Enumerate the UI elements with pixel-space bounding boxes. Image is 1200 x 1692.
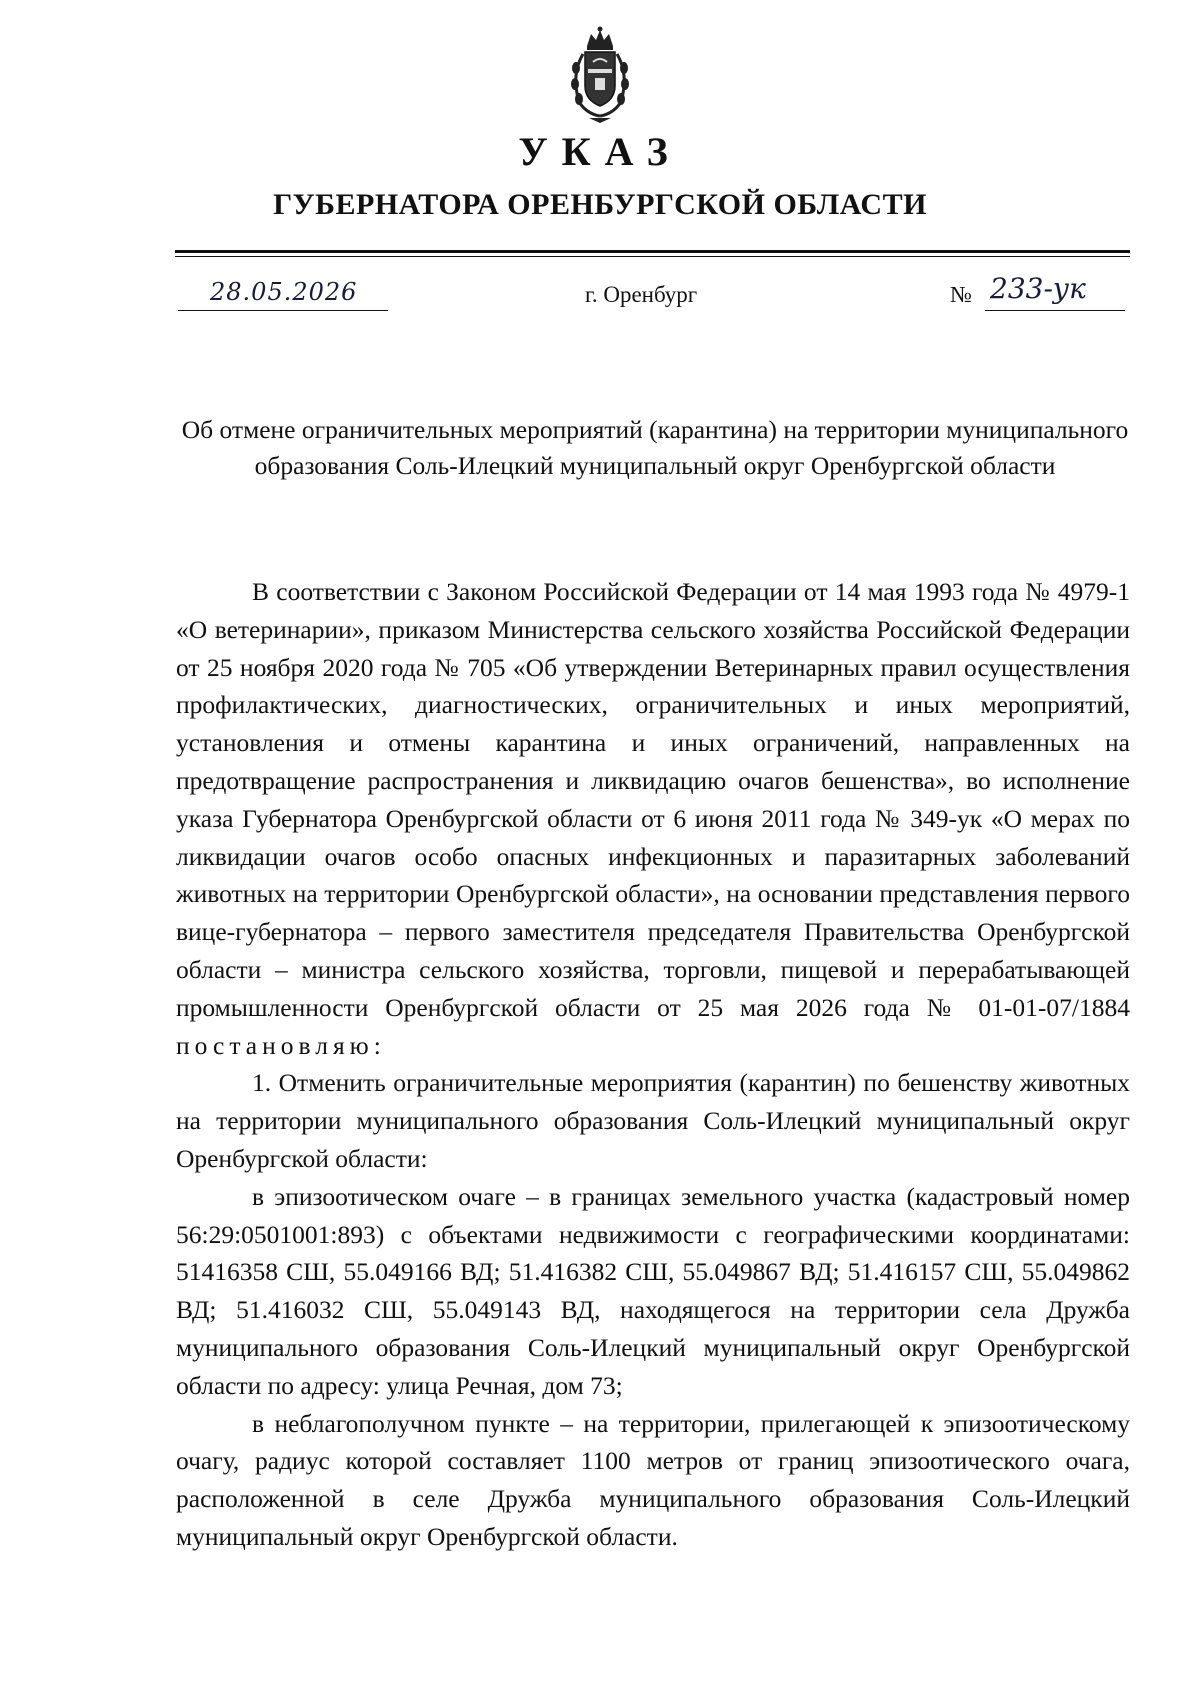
item-1-focus-paragraph: в эпизоотическом очаге – в границах земельного участка (кадастровый номер 56:29:0501001:893) с объектами недвижимости с географическими координатами: 51416358 СШ, 55.049166 ВД; 51.416382 СШ, 55.049867 ВД; 51.416157 СШ, 55.049862 ВД; 51.416032 СШ, 55.049143 ВД, находящегося на территории села Дружба муниципального образования Соль-Илецкий муниципальный округ Оренбургской области по адресу: улица Речная, дом 73;	[176, 1181, 1130, 1400]
oblast-coat-of-arms-icon	[565, 24, 635, 124]
header-divider-thick	[175, 250, 1130, 253]
number-label: №	[950, 282, 972, 307]
decree-word: постановляю:	[176, 1030, 386, 1060]
decree-number: 233-ук	[990, 272, 1086, 305]
item-1-area-paragraph: в неблагополучном пункте – на территории, прилегающей к эпизоотическому очагу, радиус которой составляет 1100 метров от границ эпизоотического очага, расположенной в селе Дружба муниципального образования Соль-Илецкий муниципальный округ Оренбургской области.	[176, 1408, 1130, 1551]
preamble-paragraph	[176, 573, 1130, 1064]
document-type: УКАЗ	[518, 129, 682, 174]
issue-city: г. Оренбург	[585, 282, 698, 307]
header-divider-thin	[175, 256, 1130, 257]
preamble-text: В соответствии с Законом Российской Федерации от 14 мая 1993 года № 4979-1 «О ветеринарии», приказом Министерства сельского хозяйства Российской Федерации от 25 ноября 2020 года № 705 «Об утверждении Ветеринарных правил осуществления профилактических, диагностических, ограничительных и иных мероприятий, установления и отмены карантина и иных ограничений, направленных на предотвращение распространения и ликвидацию очагов бешенства», во исполнение указа Губернатора Оренбургской области от 6 июня 2011 года № 349-ук «О мерах по ликвидации очагов особо опасных инфекционных и паразитарных заболеваний животных на территории Оренбургской области», на основании представления первого вице-губернатора – первого заместителя председателя Правительства Оренбургской области – министра сельского хозяйства, торговли, пищевой и перерабатывающей промышленности Оренбургской области от 25 мая 2026 года № 01-01-07/1884	[176, 577, 1130, 1022]
item-1-paragraph: 1. Отменить ограничительные мероприятия (карантин) по бешенству животных на территории муниципального образования Соль-Илецкий муниципальный округ Оренбургской области:	[176, 1068, 1130, 1173]
issuing-authority: ГУБЕРНАТОРА ОРЕНБУРГСКОЙ ОБЛАСТИ	[273, 188, 927, 221]
decree-date: 28.05.2026	[210, 278, 358, 306]
date-underline	[178, 310, 388, 311]
number-underline	[985, 310, 1125, 311]
decree-title: Об отмене ограничительных мероприятий (карантина) на территории муниципального образования Соль-Илецкий муниципальный округ Оренбургской области	[181, 415, 1129, 480]
decree-body	[176, 573, 1130, 1556]
